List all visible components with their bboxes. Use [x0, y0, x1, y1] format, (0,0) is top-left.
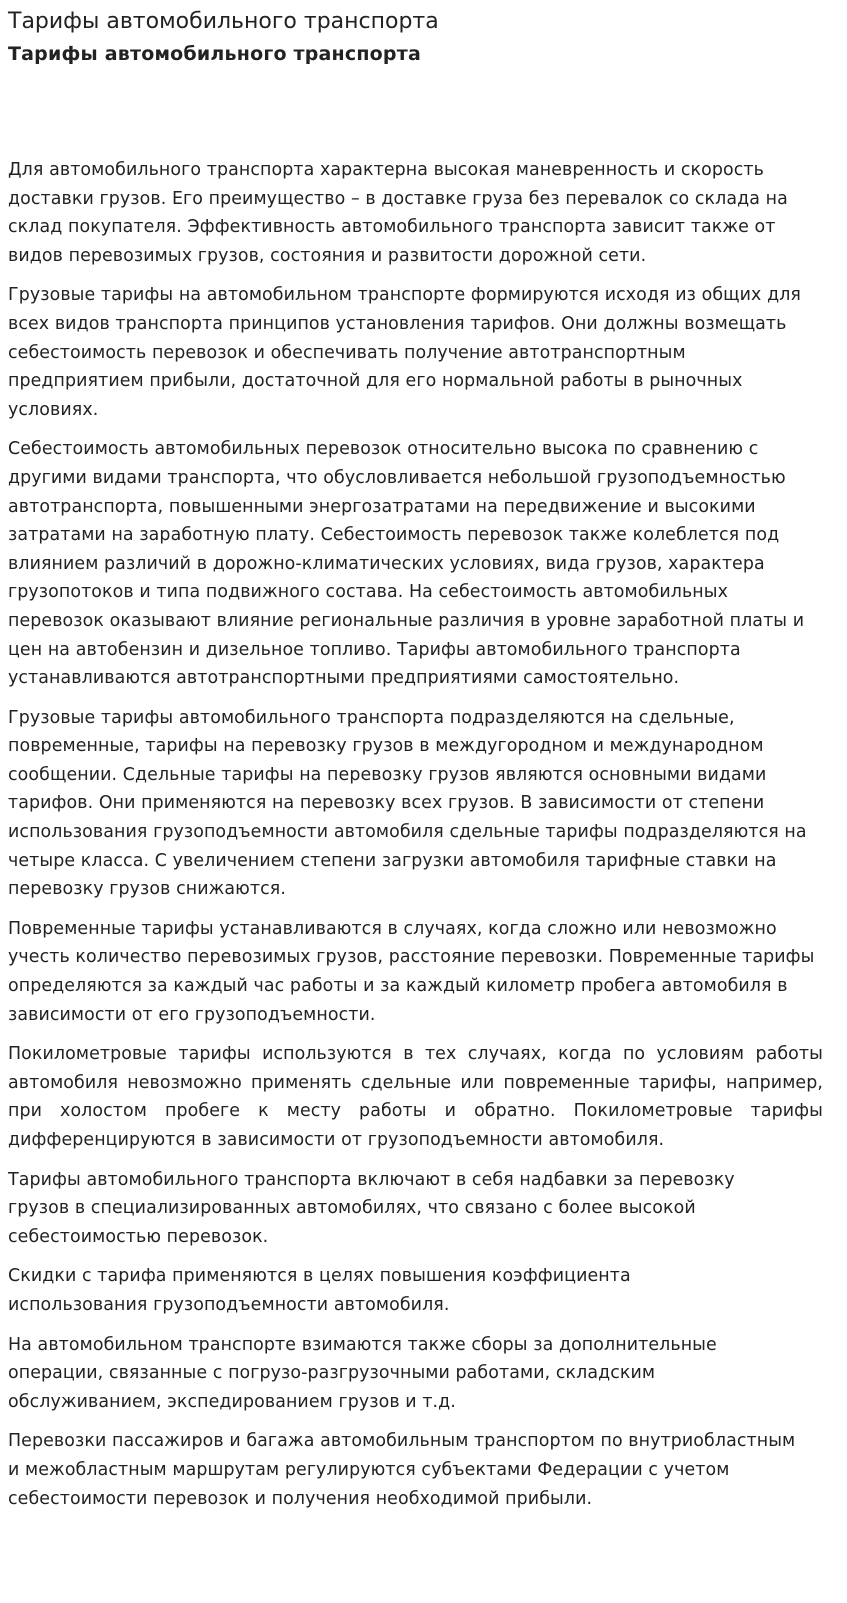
page-title: Тарифы автомобильного транспорта: [8, 9, 439, 34]
paragraph-4: Грузовые тарифы автомобильного транспорта подразделяются на сдельные, повременные, тарифы на перевозку грузов в междугородном и международном сообщении. Сдельные тарифы на перевозку грузов являются основными видами тарифов. Они применяются на перевозку всех грузов. В зависимости от степени использования грузоподъемности автомобиля сдельные тарифы подразделяются на четыре класса. С увеличением степени загрузки автомобиля тарифные ставки на перевозку грузов снижаются.: [8, 707, 807, 900]
page-content: [8, 0, 839, 1524]
article-title: Тарифы автомобильного транспорта: [8, 43, 421, 65]
paragraph-2: Грузовые тарифы на автомобильном транспорте формируются исходя из общих для всех видов транспорта принципов установления тарифов. Они должны возмещать себестоимость перевозок и обеспечивать получение автотранспортным предприятием прибыли, достаточной для его нормальной работы в рыночных условиях.: [8, 285, 801, 420]
paragraph-10: Перевозки пассажиров и багажа автомобильным транспортом по внутриобластным и межобластным маршрутам регулируются субъектами Федерации с учетом себестоимости перевозок и получения необходимой прибыли.: [8, 1431, 796, 1509]
article-body: [8, 156, 839, 1513]
paragraph-6: Покилометровые тарифы используются в тех случаях, когда по условиям работы автомобиля невозможно применять сдельные или повременные тарифы, например, при холостом пробеге к месту работы и обратно. Покилометровые тарифы дифференцируются в зависимости от грузоподъемности автомобиля.: [8, 1044, 823, 1150]
paragraph-7: Тарифы автомобильного транспорта включают в себя надбавки за перевозку грузов в специализированных автомобилях, что связано с более высокой себестоимостью перевозок.: [8, 1169, 735, 1247]
paragraph-1: Для автомобильного транспорта характерна высокая маневренность и скорость доставки грузов. Его преимущество – в доставке груза без перевалок со склада на склад покупателя. Эффективность автомобильного транспорта зависит также от видов перевозимых грузов, состояния и развитости дорожной сети.: [8, 160, 788, 266]
paragraph-5: Повременные тарифы устанавливаются в случаях, когда сложно или невозможно учесть количество перевозимых грузов, расстояние перевозки. Повременные тарифы определяются за каждый час работы и за каждый километр пробега автомобиля в зависимости от его грузоподъемности.: [8, 918, 815, 1025]
paragraph-3: Себестоимость автомобильных перевозок относительно высока по сравнению с другими видами транспорта, что обусловливается небольшой грузоподъемностью автотранспорта, повышенными энергозатратами на передвижение и высокими затратами на заработную плату. Себестоимость перевозок также колеблется под влиянием различий в дорожно-климатических условиях, вида грузов, характера грузопотоков и типа подвижного состава. На себестоимость автомобильных перевозок оказывают влияние региональные различия в уровне заработной платы и цен на автобензин и дизельное топливо. Тарифы автомобильного транспорта устанавливаются автотранспортными предприятиями самостоятельно.: [8, 439, 805, 689]
paragraph-8: Скидки с тарифа применяются в целях повышения коэффициента использования грузоподъемности автомобиля.: [8, 1266, 631, 1315]
paragraph-9: На автомобильном транспорте взимаются также сборы за дополнительные операции, связанные с погрузо-разгрузочными работами, складским обслуживанием, экспедированием грузов и т.д.: [8, 1334, 717, 1412]
